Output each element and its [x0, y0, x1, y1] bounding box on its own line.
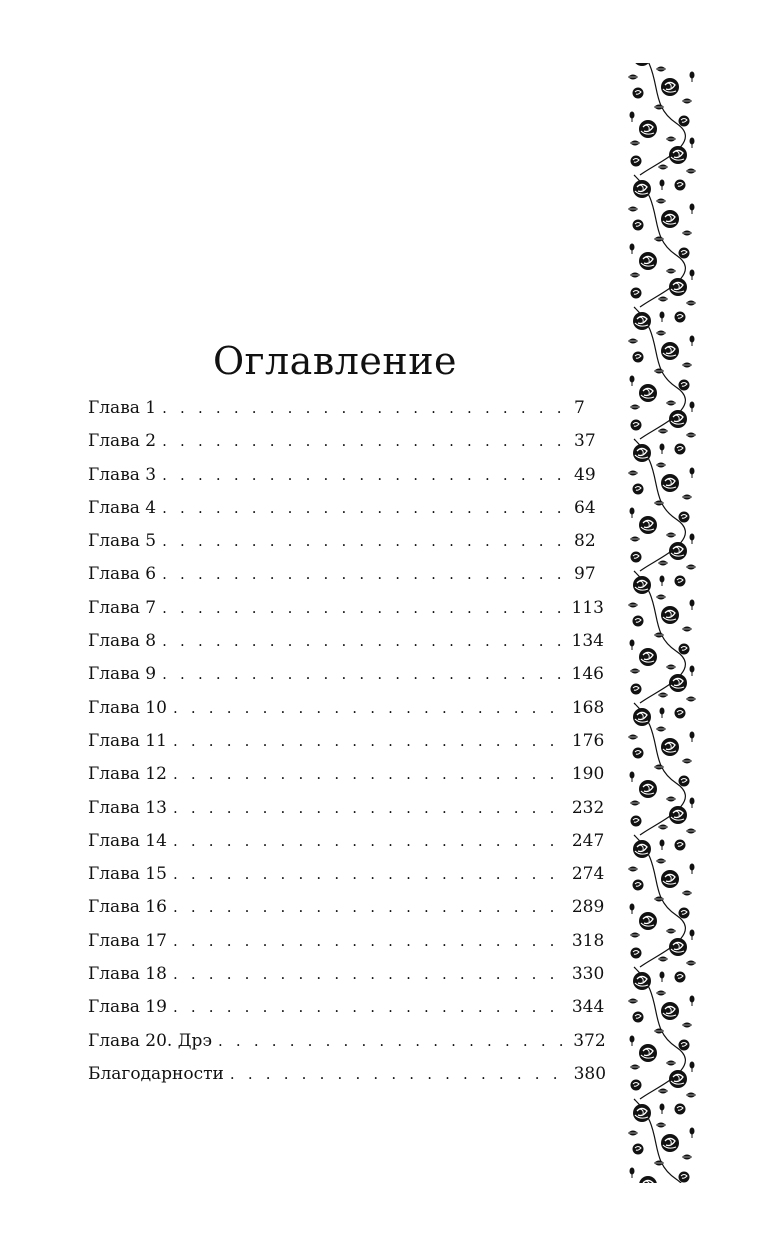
rose-shape [679, 1172, 690, 1183]
toc-dot-leader [162, 592, 565, 625]
leaf-shape [658, 1089, 668, 1094]
rose-bud-shape [690, 534, 695, 545]
rose-bud-shape [660, 444, 665, 455]
rose-shape [631, 552, 642, 563]
toc-dot-leader [230, 1058, 568, 1091]
rose-shape [631, 420, 642, 431]
rose-shape [639, 120, 657, 138]
toc-entry-page: 289 [571, 897, 605, 918]
toc-entry[interactable] [88, 925, 605, 958]
leaf-shape [630, 801, 640, 806]
rose-shape [675, 708, 686, 719]
toc-entry[interactable] [88, 525, 596, 558]
toc-entry[interactable] [88, 459, 596, 492]
leaf-shape [656, 1123, 666, 1128]
rose-shape [661, 474, 679, 492]
leaf-shape [666, 1061, 676, 1066]
rose-bud-shape [630, 640, 635, 651]
rose-shape [639, 1176, 657, 1183]
toc-dot-leader [162, 459, 568, 492]
rose-shape [639, 516, 657, 534]
rose-shape [639, 780, 657, 798]
rose-bud-shape [690, 798, 695, 809]
rose-shape [633, 840, 651, 858]
toc-dot-leader [162, 525, 568, 558]
leaf-shape [630, 405, 640, 410]
rose-shape [669, 1070, 687, 1088]
rose-bud-shape [630, 508, 635, 519]
toc-entry[interactable] [88, 425, 596, 458]
rose-bud-shape [690, 270, 695, 281]
rose-shape [633, 180, 651, 198]
rose-bud-shape [690, 996, 695, 1007]
toc-entry[interactable] [88, 825, 605, 858]
leaf-shape [628, 735, 638, 740]
toc-entry-label: Глава 6 [88, 564, 157, 585]
rose-shape [675, 1104, 686, 1115]
toc-entry[interactable] [88, 658, 604, 691]
leaf-shape [666, 797, 676, 802]
rose-shape [633, 576, 651, 594]
rose-shape [661, 1134, 679, 1152]
rose-bud-shape [660, 180, 665, 191]
toc-entry-label: Глава 15 [88, 864, 167, 885]
leaf-shape [666, 929, 676, 934]
rose-bud-shape [690, 402, 695, 413]
toc-dot-leader [173, 925, 566, 958]
rose-bud-shape [690, 138, 695, 149]
rose-shape [661, 738, 679, 756]
rose-shape [633, 972, 651, 990]
leaf-shape [682, 1155, 692, 1160]
rose-shape [631, 684, 642, 695]
toc-entry[interactable] [88, 1025, 606, 1058]
leaf-shape [628, 75, 638, 80]
rose-shape [679, 248, 690, 259]
rose-shape [633, 1012, 644, 1023]
leaf-shape [656, 859, 666, 864]
leaf-shape [628, 1131, 638, 1136]
rose-shape [679, 644, 690, 655]
toc-entry-page: 113 [571, 597, 604, 618]
toc-entry[interactable] [88, 558, 596, 591]
toc-entry-label: Глава 12 [88, 764, 167, 785]
toc-entry[interactable] [88, 625, 604, 658]
toc-entry[interactable] [88, 392, 584, 425]
leaf-shape [656, 67, 666, 72]
leaf-shape [658, 429, 668, 434]
rose-bud-shape [660, 1104, 665, 1115]
toc-dot-leader [173, 692, 566, 725]
toc-dot-leader [173, 891, 566, 924]
leaf-shape [628, 867, 638, 872]
rose-bud-shape [690, 204, 695, 215]
toc-dot-leader [173, 958, 566, 991]
leaf-shape [658, 561, 668, 566]
toc-entry-page: 232 [571, 797, 605, 818]
toc-entry-label: Глава 8 [88, 631, 157, 652]
toc-dot-leader [162, 492, 568, 525]
toc-entry-page: 380 [573, 1063, 607, 1084]
toc-dot-leader [173, 792, 566, 825]
toc-entry-label: Глава 11 [88, 730, 167, 751]
rose-shape [639, 648, 657, 666]
rose-shape [679, 1040, 690, 1051]
rose-shape [669, 938, 687, 956]
rose-shape [679, 512, 690, 523]
toc-entry-page: 134 [571, 631, 604, 652]
rose-shape [633, 352, 644, 363]
rose-bud-shape [660, 840, 665, 851]
toc-entry-label: Глава 1 [88, 398, 157, 418]
rose-bud-shape [630, 1036, 635, 1047]
rose-shape [669, 146, 687, 164]
rose-bud-shape [690, 72, 695, 83]
rose-bud-shape [690, 1128, 695, 1139]
leaf-shape [682, 495, 692, 500]
rose-bud-shape [690, 600, 695, 611]
leaf-shape [682, 99, 692, 104]
toc-dot-leader [173, 858, 566, 891]
rose-shape [633, 1104, 651, 1122]
leaf-shape [656, 595, 666, 600]
toc-dot-leader [173, 725, 566, 758]
rose-bud-shape [690, 1062, 695, 1073]
toc-entry-page: 176 [571, 730, 605, 751]
toc-entry[interactable] [88, 991, 605, 1024]
leaf-shape [628, 339, 638, 344]
toc-entry-label: Глава 19 [88, 997, 167, 1018]
toc-entry-label: Глава 5 [88, 531, 157, 552]
toc-entry[interactable] [88, 958, 605, 991]
toc-entry-label: Глава 14 [88, 830, 167, 851]
leaf-shape [658, 165, 668, 170]
toc-entry-label: Глава 20. Дрэ [88, 1030, 212, 1051]
rose-tiles [628, 63, 696, 1183]
rose-shape [669, 806, 687, 824]
rose-bud-shape [630, 772, 635, 783]
toc-entry-label: Глава 4 [88, 497, 157, 518]
rose-shape [679, 776, 690, 787]
leaf-shape [682, 363, 692, 368]
leaf-shape [630, 933, 640, 938]
rose-shape [631, 948, 642, 959]
rose-shape [639, 384, 657, 402]
rose-shape [675, 180, 686, 191]
leaf-shape [628, 999, 638, 1004]
rose-bud-shape [690, 732, 695, 743]
rose-bud-shape [690, 468, 695, 479]
leaf-shape [666, 137, 676, 142]
rose-shape [633, 63, 651, 66]
toc-entry-page: 97 [574, 564, 596, 585]
toc-entry[interactable] [88, 858, 605, 891]
toc-dot-leader [218, 1025, 567, 1058]
leaf-shape [666, 665, 676, 670]
toc-entry[interactable] [88, 792, 605, 825]
toc-entry[interactable] [88, 1058, 607, 1091]
leaf-shape [656, 199, 666, 204]
toc-entry-label: Благодарности [88, 1063, 224, 1084]
rose-shape [669, 674, 687, 692]
toc-entry-page: 49 [574, 464, 596, 485]
rose-shape [675, 576, 686, 587]
rose-shape [633, 444, 651, 462]
rose-bud-shape [630, 244, 635, 255]
rose-shape [661, 1002, 679, 1020]
leaf-shape [686, 697, 696, 702]
toc-entry-label: Глава 9 [88, 664, 157, 685]
rose-shape [633, 88, 644, 99]
rose-bud-shape [630, 376, 635, 387]
rose-bud-shape [630, 1168, 635, 1179]
toc-entry-page: 247 [571, 830, 605, 851]
leaf-shape [686, 565, 696, 570]
toc-dot-leader [162, 658, 565, 691]
rose-shape [633, 1144, 644, 1155]
rose-shape [631, 156, 642, 167]
rose-shape [631, 1080, 642, 1091]
leaf-shape [628, 471, 638, 476]
toc-entry-label: Глава 17 [88, 930, 167, 951]
rose-shape [669, 278, 687, 296]
page-title: Оглавление [212, 339, 458, 384]
rose-pattern-icon [626, 63, 698, 1183]
toc-entry-page: 146 [571, 664, 604, 685]
toc-entry-page: 318 [571, 930, 605, 951]
toc-entry-label: Глава 13 [88, 797, 167, 818]
leaf-shape [666, 269, 676, 274]
leaf-shape [658, 693, 668, 698]
leaf-shape [682, 759, 692, 764]
rose-shape [675, 312, 686, 323]
toc-entry-label: Глава 18 [88, 964, 167, 985]
rose-shape [631, 816, 642, 827]
leaf-shape [666, 533, 676, 538]
rose-bud-shape [690, 336, 695, 347]
leaf-shape [658, 957, 668, 962]
toc-entry-page: 37 [574, 431, 596, 452]
rose-shape [633, 880, 644, 891]
toc-entry-page: 168 [571, 697, 605, 718]
toc-entry-label: Глава 3 [88, 464, 157, 485]
leaf-shape [682, 231, 692, 236]
leaf-shape [686, 169, 696, 174]
leaf-shape [628, 207, 638, 212]
toc-entry[interactable] [88, 891, 605, 924]
rose-bud-shape [660, 312, 665, 323]
leaf-shape [658, 297, 668, 302]
rose-shape [633, 748, 644, 759]
rose-shape [639, 252, 657, 270]
toc-dot-leader [173, 825, 566, 858]
leaf-shape [630, 537, 640, 542]
toc-entry-page: 190 [571, 764, 605, 785]
toc-entry-label: Глава 2 [88, 431, 157, 452]
rose-shape [631, 288, 642, 299]
rose-shape [675, 972, 686, 983]
rose-shape [661, 870, 679, 888]
leaf-shape [630, 141, 640, 146]
toc-entry-page: 7 [574, 398, 585, 418]
rose-shape [661, 606, 679, 624]
rose-shape [639, 912, 657, 930]
rose-shape [669, 542, 687, 560]
toc-entry-page: 372 [573, 1030, 606, 1051]
leaf-shape [682, 891, 692, 896]
rose-shape [661, 210, 679, 228]
toc-entry[interactable] [88, 492, 596, 525]
rose-shape [679, 116, 690, 127]
toc-entry[interactable] [88, 758, 605, 791]
rose-bud-shape [630, 904, 635, 915]
toc-entry-page: 82 [574, 531, 596, 552]
leaf-shape [682, 1023, 692, 1028]
toc-entry-label: Глава 7 [88, 597, 157, 618]
toc-entry[interactable] [88, 692, 605, 725]
rose-bud-shape [690, 666, 695, 677]
rose-shape [639, 1044, 657, 1062]
leaf-shape [656, 463, 666, 468]
toc-entry-label: Глава 16 [88, 897, 167, 918]
rose-shape [633, 312, 651, 330]
rose-shape [633, 220, 644, 231]
leaf-shape [630, 1065, 640, 1070]
toc-entry-page: 64 [574, 497, 596, 518]
leaf-shape [686, 433, 696, 438]
rose-bud-shape [660, 972, 665, 983]
leaf-shape [658, 825, 668, 830]
rose-shape [661, 342, 679, 360]
rose-bud-shape [660, 576, 665, 587]
leaf-shape [628, 603, 638, 608]
toc-entry-page: 344 [571, 997, 605, 1018]
rose-shape [633, 616, 644, 627]
rose-bud-shape [690, 864, 695, 875]
toc-dot-leader [162, 392, 568, 425]
leaf-shape [686, 961, 696, 966]
rose-bud-shape [630, 112, 635, 123]
toc-dot-leader [162, 425, 568, 458]
toc-dot-leader [162, 558, 568, 591]
leaf-shape [630, 273, 640, 278]
leaf-shape [630, 669, 640, 674]
leaf-shape [686, 829, 696, 834]
leaf-shape [682, 627, 692, 632]
rose-shape [661, 78, 679, 96]
leaf-shape [686, 301, 696, 306]
toc-entry-label: Глава 10 [88, 697, 167, 718]
leaf-shape [656, 727, 666, 732]
toc-entry-page: 274 [571, 864, 605, 885]
rose-shape [679, 380, 690, 391]
leaf-shape [686, 1093, 696, 1098]
rose-shape [669, 410, 687, 428]
leaf-shape [656, 991, 666, 996]
rose-ornament-svg [626, 63, 698, 1183]
toc-dot-leader [162, 625, 565, 658]
leaf-shape [656, 331, 666, 336]
rose-bud-shape [660, 708, 665, 719]
rose-bud-shape [690, 930, 695, 941]
toc-entry[interactable] [88, 725, 605, 758]
table-of-contents [88, 392, 607, 1091]
leaf-shape [666, 401, 676, 406]
rose-shape [675, 840, 686, 851]
toc-dot-leader [173, 758, 566, 791]
toc-dot-leader [173, 991, 566, 1024]
rose-shape [675, 444, 686, 455]
rose-shape [633, 484, 644, 495]
rose-shape [679, 908, 690, 919]
rose-shape [633, 708, 651, 726]
toc-entry-page: 330 [571, 964, 605, 985]
toc-entry[interactable] [88, 592, 604, 625]
